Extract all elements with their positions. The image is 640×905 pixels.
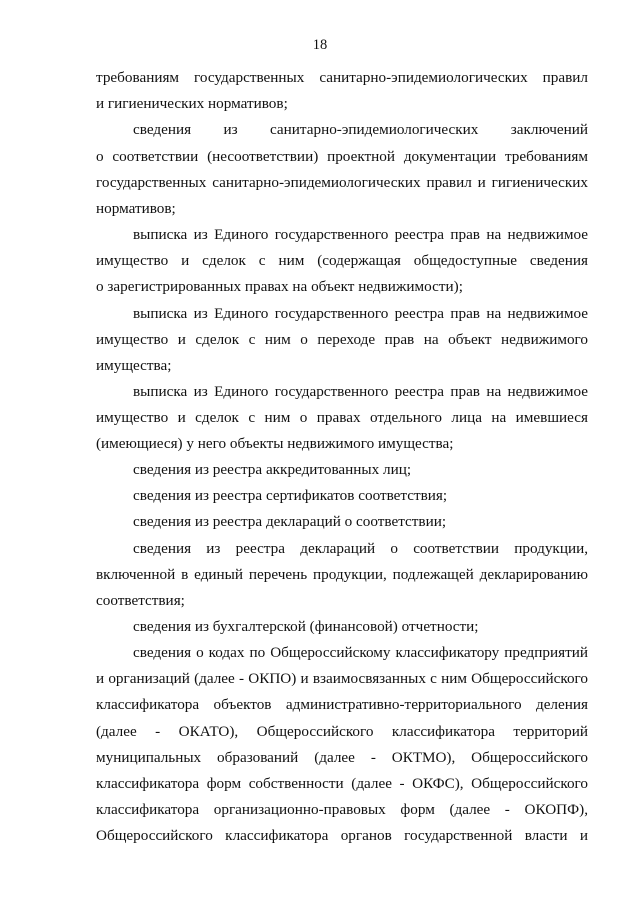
text-line: соответствия; — [96, 592, 185, 609]
text-line: сведения из реестра сертификатов соответствия; — [133, 487, 448, 504]
text-line: имущества; — [96, 357, 172, 374]
text-line: сведения из реестра деклараций о соответствии; — [133, 513, 447, 530]
text-line: включенной в единый перечень продукции, подлежащей декларированию — [96, 566, 588, 583]
text-line: сведения из бухгалтерской (финансовой) отчетности; — [133, 618, 479, 635]
text-line: сведения о кодах по Общероссийскому классификатору предприятий — [133, 644, 588, 661]
text-line: требованиям государственных санитарно-эпидемиологических правил — [96, 69, 588, 86]
text-line: и организаций (далее - ОКПО) и взаимосвязанных с ним Общероссийского — [96, 670, 588, 687]
text-line: классификатора объектов административно-территориального деления — [96, 696, 588, 713]
text-line: государственных санитарно-эпидемиологических правил и гигиенических — [96, 174, 588, 191]
text-line: имущество и сделок с ним (содержащая общедоступные сведения — [96, 252, 588, 269]
text-line: выписка из Единого государственного реестра прав на недвижимое — [133, 305, 588, 322]
text-line: о зарегистрированных правах на объект недвижимости); — [96, 278, 463, 295]
text-line: сведения из реестра деклараций о соответствии продукции, — [133, 540, 588, 557]
text-line: муниципальных образований (далее - ОКТМО), Общероссийского — [96, 749, 588, 766]
text-line: классификатора организационно-правовых форм (далее - ОКОПФ), — [96, 801, 588, 818]
text-line: имущество и сделок с ним о правах отдельного лица на имевшиеся — [96, 409, 588, 426]
text-line: Общероссийского классификатора органов государственной власти и — [96, 827, 588, 844]
text-line: имущество и сделок с ним о переходе прав на объект недвижимого — [96, 331, 588, 348]
text-line: выписка из Единого государственного реестра прав на недвижимое — [133, 226, 588, 243]
text-line: (имеющиеся) у него объекты недвижимого имущества; — [96, 435, 454, 452]
text-line: (далее - ОКАТО), Общероссийского классификатора территорий — [96, 723, 588, 740]
text-line: о соответствии (несоответствии) проектной документации требованиям — [96, 148, 588, 165]
text-line: сведения из санитарно-эпидемиологических заключений — [133, 121, 588, 138]
text-line: сведения из реестра аккредитованных лиц; — [133, 461, 412, 478]
page-number: 18 — [312, 37, 328, 53]
text-line: выписка из Единого государственного реестра прав на недвижимое — [133, 383, 588, 400]
text-line: и гигиенических нормативов; — [96, 95, 288, 112]
text-line: классификатора форм собственности (далее - ОКФС), Общероссийского — [96, 775, 588, 792]
text-line: нормативов; — [96, 200, 176, 217]
